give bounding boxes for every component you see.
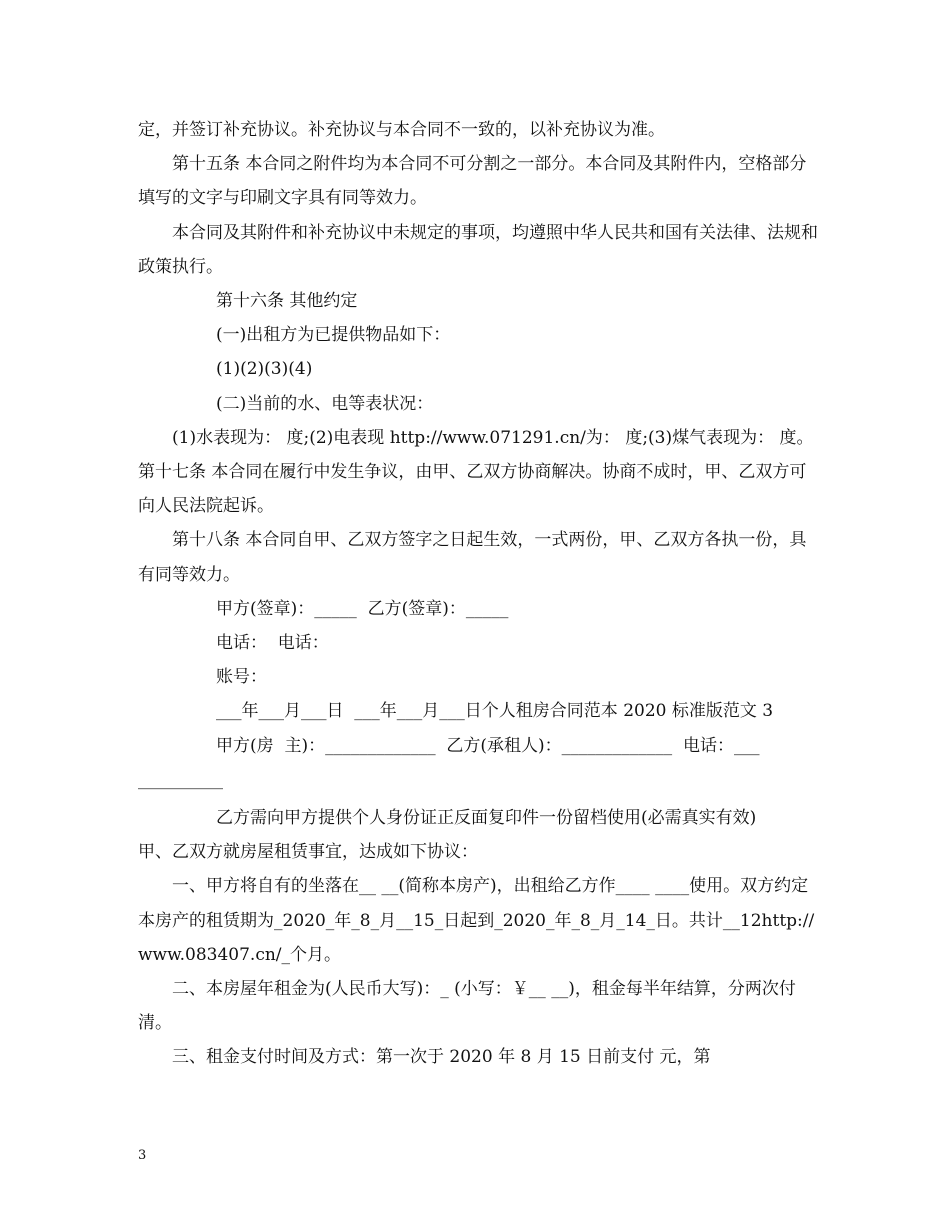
paragraph-clause-2: 二、本房屋年租金为(人民币大写)：_ (小写：￥__ __)，租金每半年结算，分两次付清。 xyxy=(138,979,796,1034)
parties-line: 甲方(房 主)：_____________ 乙方(承租人)：_____________ 电话：___ xyxy=(216,735,760,756)
paragraph-agreement-intro: 甲、乙双方就房屋租赁事宜，达成如下协议： xyxy=(138,842,478,863)
paragraph-article-15: 第十五条 本合同之附件均为本合同不可分割之一部分。本合同及其附件内，空格部分填写的文字与印刷文字具有同等效力。 xyxy=(138,154,807,209)
paragraph-continuation: 定，并签订补充协议。补充协议与本合同不一致的，以补充协议为准。 xyxy=(138,120,665,140)
list-item-meter-status: (二)当前的水、电等表状况： xyxy=(216,393,434,414)
list-item-provided-items: (一)出租方为已提供物品如下： xyxy=(216,325,451,346)
paragraph-clause-3: 三、租金支付时间及方式：第一次于 2020 年 8 月 15 日前支付 元，第 xyxy=(172,1047,711,1068)
paragraph-article-18: 第十八条 本合同自甲、乙双方签字之日起生效，一式两份，甲、乙双方各执一份，具有同等效力。 xyxy=(138,530,807,585)
parties-line-continuation: __________ xyxy=(138,769,223,790)
paragraph-unregulated-matters: 本合同及其附件和补充协议中未规定的事项，均遵照中华人民共和国有关法律、法规和政策执行。 xyxy=(138,222,818,277)
signature-line: 甲方(签章)：_____ 乙方(签章)：_____ xyxy=(216,598,509,619)
phone-line: 电话： 电话： xyxy=(216,633,329,654)
paragraph-meters-article-17: (1)水表现为： 度;(2)电表现 http://www.071291.cn/为： 度;(3)煤气表现为： 度。 第十七条 本合同在履行中发生争议，由甲、乙双方协商解决。协商不成时，甲、乙双方可向人民法院起诉。 xyxy=(138,427,814,517)
list-item-numbers: (1)(2)(3)(4) xyxy=(216,359,313,380)
page-number: 3 xyxy=(138,1148,147,1163)
document-body xyxy=(138,113,818,1075)
heading-article-16: 第十六条 其他约定 xyxy=(216,291,358,312)
paragraph-id-copy: 乙方需向甲方提供个人身份证正反面复印件一份留档使用(必需真实有效) xyxy=(216,808,757,829)
account-line: 账号： xyxy=(216,667,267,688)
date-and-title-line: ___年___月___日 ___年___月___日个人租房合同范本 2020 标准版范文 3 xyxy=(216,701,774,722)
paragraph-clause-1: 一、甲方将自有的坐落在__ __(简称本房产)，出租给乙方作____ ____使用。双方约定本房产的租赁期为_2020_年_8_月__15_日起到_2020_年_8_月_14_日。共计__12http://www.083407.cn/_个月。 xyxy=(138,876,815,965)
